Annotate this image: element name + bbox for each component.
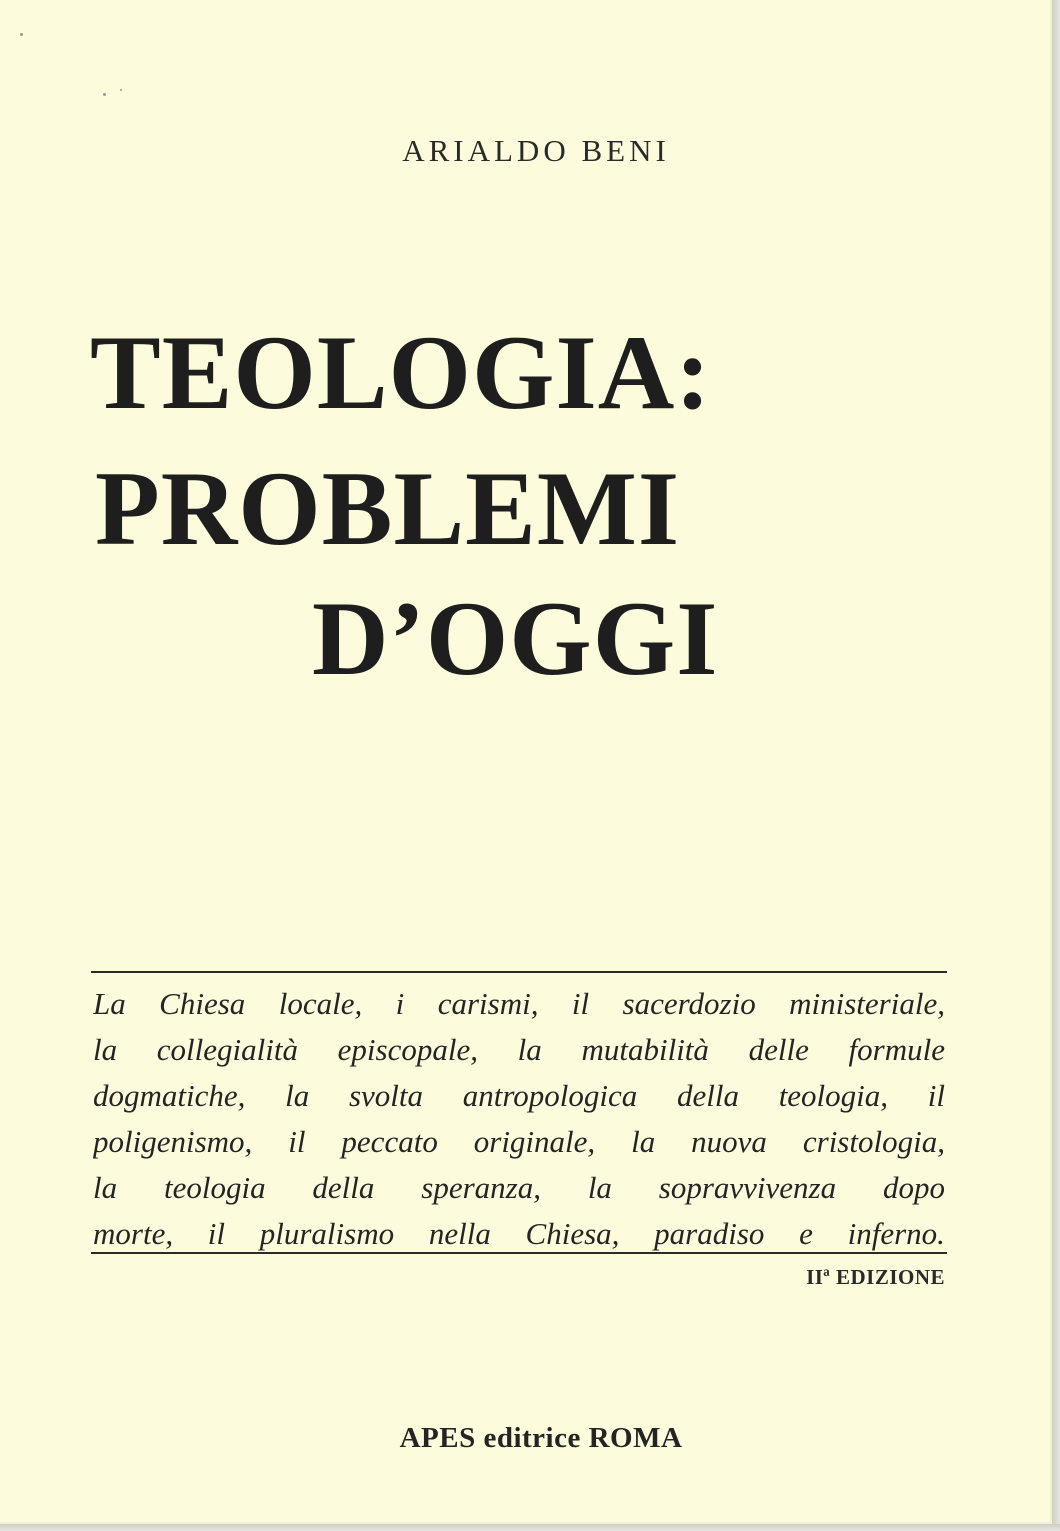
blurb-line: poligenismo, il peccato originale, la nuova cristologia,: [93, 1124, 945, 1159]
blurb-line: la collegialità episcopale, la mutabilità delle formule: [93, 1032, 945, 1067]
divider-top: [91, 971, 947, 973]
title-line-3: D’OGGI: [312, 580, 719, 697]
paper-speck: [20, 33, 23, 36]
author-name: ARIALDO BENI: [402, 133, 670, 168]
title-line-2: PROBLEMI: [95, 450, 681, 567]
paper-speck: [120, 89, 122, 91]
edition-label: IIª EDIZIONE: [806, 1265, 945, 1289]
page-edge-bottom: [0, 1524, 1060, 1531]
blurb-line: morte, il pluralismo nella Chiesa, paradiso e inferno.: [93, 1216, 945, 1251]
blurb-line: la teologia della speranza, la sopravvivenza dopo: [93, 1170, 945, 1205]
paper-speck: [103, 93, 106, 96]
divider-bottom: [91, 1252, 947, 1254]
publisher-imprint: APES editrice ROMA: [399, 1422, 683, 1454]
title-line-1: TEOLOGIA:: [90, 314, 712, 431]
page-edge-right: [1052, 0, 1060, 1531]
blurb-line: dogmatiche, la svolta antropologica della teologia, il: [93, 1078, 945, 1113]
blurb-line: La Chiesa locale, i carismi, il sacerdozio ministeriale,: [93, 986, 945, 1021]
topics-blurb: [93, 981, 945, 1257]
